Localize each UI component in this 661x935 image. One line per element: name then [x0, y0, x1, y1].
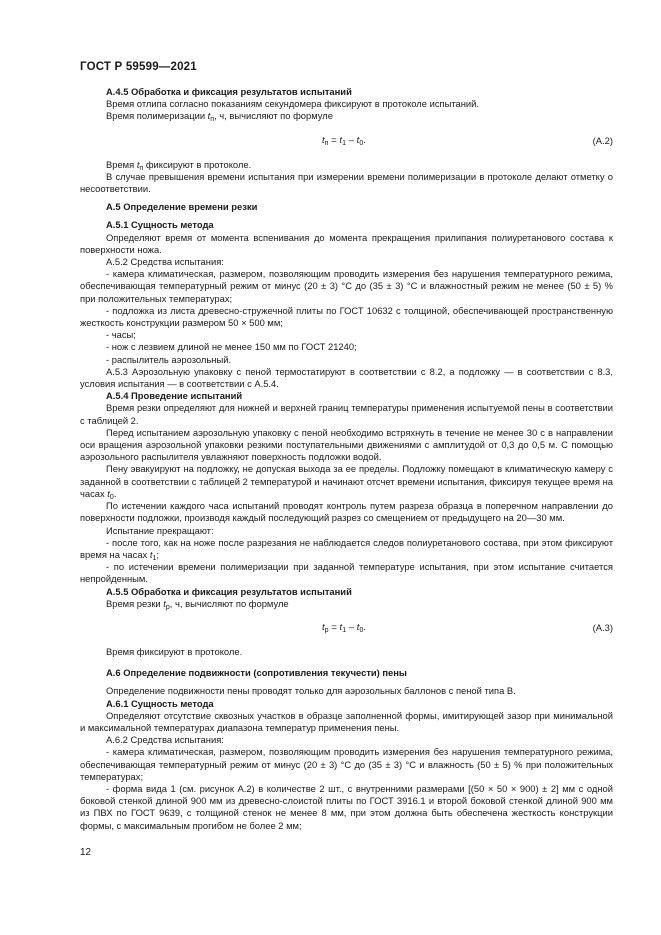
page-header: ГОСТ Р 59599—2021	[80, 61, 197, 73]
subsection-a52: А.5.2 Средства испытания:	[106, 256, 224, 268]
list-item: - камера климатическая, размером, позволяющим проводить измерения без нарушения температурного режима, обеспечивающая температурный режим от минус (20 ± 3) °С до (35 ± 3) °С и влажность (50 ± 5) % при положительных температурах;	[80, 746, 613, 782]
paragraph: Перед испытанием аэрозольную упаковку с пеной необходимо встряхнуть в течение не менее 30 с в направлении оси вращения аэрозольной упаковки резкими поступательными движениями с амплитудой от 0,3 до 0,5 м. С помощью аэрозольного распылителя увлажняют поверхность подложки водой.	[80, 426, 613, 463]
section-heading-a6: А.6 Определение подвижности (сопротивления текучести) пены	[106, 667, 407, 679]
section-heading-a55: А.5.5 Обработка и фиксация результатов испытаний	[106, 585, 352, 597]
list-item: - распылитель аэрозольный.	[106, 353, 232, 365]
paragraph: Время $t_п$ фиксируют в протоколе.	[106, 158, 252, 172]
list-item: - часы;	[106, 329, 136, 341]
formula-a2-expression: $t_п = t_1 - t_0$.	[322, 134, 366, 147]
paragraph-polymerization-time: Время полимеризации $t_п$, ч, вычисляют по формуле	[106, 110, 333, 124]
paragraph: Определение подвижности пены проводят только для аэрозольных баллонов с пеной типа В.	[106, 685, 516, 697]
paragraph: Испытание прекращают:	[106, 524, 214, 536]
paragraph: Определяют время от момента вспенивания до момента прекращения прилипания полиуретанового состава к поверхности ножа.	[80, 231, 613, 255]
paragraph: Пену эвакуируют на подложку, не допуская выхода за ее пределы. Подложку помещают в климатическую камеру с заданной в соответствии с таблицей 2 температурой и начинают отсчет времени испытания, фиксируя текущее время на часах $t_0$.	[80, 463, 613, 501]
list-item: - подложка из листа древесно-стружечной плиты по ГОСТ 10632 с толщиной, обеспечивающей пространственную жесткость конструкции размером 50 × 500 мм;	[80, 304, 613, 329]
paragraph: В случае превышения времени испытания при измерении времени полимеризации в протоколе делают отметку о несоответствии.	[80, 170, 613, 195]
section-heading-a61: А.6.1 Сущность метода	[106, 697, 214, 709]
subsection-a53: А.5.3 Аэрозольную упаковку с пеной термостатируют в соответствии с 8.2, а подложку — в соответствии с 8.3, условия испытания — в соответствии с А.5.4.	[80, 365, 613, 390]
section-heading-a5: А.5 Определение времени резки	[106, 201, 258, 213]
list-item: - форма вида 1 (см. рисунок А.2) в количестве 2 шт., с внутренними размерами [(50 × 50 × 900) ± 2] мм с одной боковой стенкой длиной 900 мм из древесно-слоистой плиты по ГОСТ 3916.1 и второй боковой стенкой длиной 900 мм из ПВХ по ГОСТ 9639, с толщиной стенок не менее 8 мм, при этом должна быть обеспечена жесткость конструкции формы, с максимальным прогибом не более 2 мм;	[80, 782, 613, 831]
formula-a2-number: (А.2)	[592, 134, 613, 146]
paragraph: Время резки определяют для нижней и верхней границ температуры применения испытуемой пены в соответствии с таблицей 2.	[80, 402, 613, 426]
paragraph: По истечении каждого часа испытаний проводят контроль путем разреза образца в поперечном направлении до поверхности подложки, производя каждый последующий разрез со смещением от предыдущего на 20—30 мм.	[80, 500, 613, 524]
subsection-a62: А.6.2 Средства испытания:	[106, 734, 224, 746]
formula-a3-number: (А.3)	[592, 621, 613, 633]
page-number: 12	[80, 847, 92, 858]
formula-a3-expression: $t_р = t_1 - t_0$.	[322, 621, 367, 634]
formula-a2	[80, 123, 613, 159]
formula-a3	[80, 610, 613, 646]
paragraph-cut-time: Время резки $t_р$, ч, вычисляют по формуле	[106, 597, 289, 611]
list-item: - по истечении времени полимеризации при заданной температуре испытания, при этом испытание считается непройденным.	[80, 561, 613, 585]
page-body	[80, 85, 613, 832]
paragraph: Время фиксируют в протоколе.	[106, 645, 243, 657]
section-heading-a51: А.5.1 Сущность метода	[106, 219, 214, 231]
list-item: - камера климатическая, размером, позволяющим проводить измерения без нарушения температурного режима, обеспечивающая температурный режим от минус (20 ± 3) °С до (35 ± 3) °С и влажностный режим не менее (50 ± 5) % при положительных температурах;	[80, 268, 613, 304]
section-heading-a54: А.5.4 Проведение испытаний	[106, 390, 243, 402]
list-item: - нож с лезвием длиной не менее 150 мм по ГОСТ 21240;	[106, 341, 357, 353]
paragraph: Время отлипа согласно показаниям секундомера фиксируют в протоколе испытаний.	[106, 98, 479, 110]
section-heading-a45: А.4.5 Обработка и фиксация результатов испытаний	[106, 86, 352, 97]
paragraph: Определяют отсутствие сквозных участков в образце заполненной формы, имитирующей зазор при минимальной и максимальной температурах диапазона температур применения пены.	[80, 709, 613, 733]
list-item: - после того, как на ноже после разрезания не наблюдается следов полиуретанового состава, при этом фиксируют время на часах $t_1$;	[80, 536, 613, 562]
